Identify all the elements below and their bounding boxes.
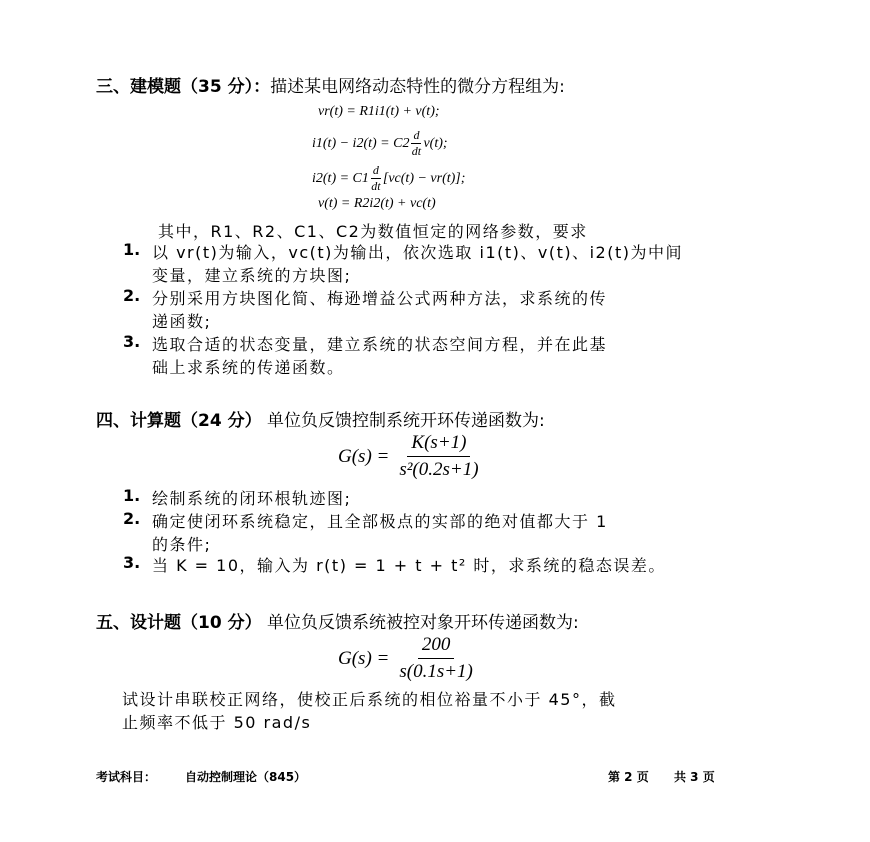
section3-intro: 描述某电网络动态特性的微分方程组为: [270,77,565,97]
s3-item2-num: 2. [123,286,141,305]
section5-denominator: s(0.1s+1) [399,661,473,682]
s3-item3-num: 3. [123,332,141,351]
s3-item1-line2: 变量，建立系统的方块图; [152,266,352,285]
equation-2-rhs: v(t); [423,135,448,151]
equation-1: vr(t) = R1i1(t) + v(t); [318,104,440,119]
deriv-den: dt [371,179,381,193]
equation-3-rhs: [vc(t) − vr(t)]; [382,170,466,186]
section5-heading [96,608,579,633]
section5-title: 五、设计题（10 分） [96,613,262,633]
s4-item1-line1: 绘制系统的闭环根轨迹图; [152,489,352,508]
section5-lhs: G(s) = [338,647,390,669]
section5-fraction [395,634,477,683]
section5-numerator: 200 [418,634,455,659]
s4-item2-num: 2. [123,509,141,528]
section3-title: 三、建模题（35 分）： [96,77,271,97]
section4-fraction [395,432,482,481]
deriv-den: dt [411,144,422,158]
equation-3 [312,163,465,194]
deriv-num: d [372,163,379,177]
section5-text2: 止频率不低于 50 rad/s [122,713,312,732]
s3-item3-line1: 选取合适的状态变量，建立系统的状态空间方程，并在此基 [152,335,608,354]
section4-lhs: G(s) = [338,445,390,467]
equation-3-lhs: i2(t) = C1 [312,170,369,186]
footer-subject: 自动控制理论（845） [185,770,307,784]
section4-transfer-function [338,432,483,481]
s3-item2-line1: 分别采用方块图化简、梅逊增益公式两种方法，求系统的传 [152,289,608,308]
deriv-num: d [413,128,420,142]
section4-intro: 单位负反馈控制系统开环传递函数为: [266,411,545,431]
s3-item2-line2: 递函数; [152,312,212,331]
s3-item1-num: 1. [123,240,141,259]
section4-numerator: K(s+1) [407,432,470,457]
section4-title: 四、计算题（24 分） [96,411,262,431]
equation-4: v(t) = R2i2(t) + vc(t) [318,196,436,211]
equation-3-derivative [371,163,381,194]
footer-page: 第 2 页 [608,770,649,784]
equation-2-lhs: i1(t) − i2(t) = C2 [312,135,410,151]
s4-item2-line1: 确定使闭环系统稳定，且全部极点的实部的绝对值都大于 1 [152,512,608,531]
s3-item3-line2: 础上求系统的传递函数。 [152,358,345,377]
section4-heading [96,406,545,431]
s4-item2-line2: 的条件; [152,535,212,554]
section3-note: 其中，R1、R2、C1、C2为数值恒定的网络参数，要求 [158,222,588,241]
footer-subject-label: 考试科目： [96,770,157,784]
s3-item1-line1: 以 vr(t)为输入，vc(t)为输出，依次选取 i1(t)、v(t)、i2(t)为中间 [152,243,683,262]
section5-intro: 单位负反馈系统被控对象开环传递函数为: [266,613,579,633]
footer-total: 共 3 页 [674,770,715,784]
equation-2-derivative [411,128,421,159]
s4-item1-num: 1. [123,486,141,505]
section4-denominator: s²(0.2s+1) [399,459,479,480]
s4-item3-line1: 当 K = 10，输入为 r(t) = 1 + t + t² 时，求系统的稳态误差。 [152,556,666,575]
section3-heading [96,72,565,97]
section5-text1: 试设计串联校正网络，使校正后系统的相位裕量不小于 45°，截 [122,690,617,709]
equation-2 [312,128,448,159]
s4-item3-num: 3. [123,553,141,572]
section5-transfer-function [338,634,477,683]
